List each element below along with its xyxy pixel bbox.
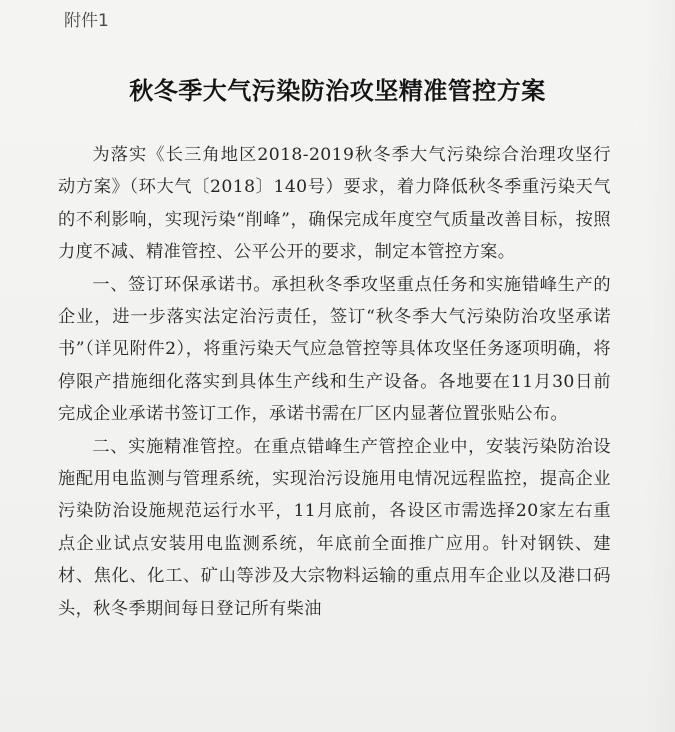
section-one-text: 承担秋冬季攻坚重点任务和实施错峰生产的企业，进一步落实法定治污责任，签订“秋冬季大气污染防治攻坚承诺书”（详见附件2），将重污染天气应急管控等具体攻坚任务逐项明确，将停限产措施细化落实到具体生产线和生产设备。各地要在11月30日前完成企业承诺书签订工作，承诺书需在厂区内显著位置张贴公布。 bbox=[58, 274, 611, 425]
section-two-paragraph bbox=[58, 431, 611, 625]
section-two-heading: 二、实施精准管控。 bbox=[92, 436, 254, 457]
section-one-paragraph bbox=[58, 269, 611, 431]
document-body bbox=[58, 139, 611, 625]
attachment-label: 附件1 bbox=[64, 11, 109, 31]
page-edge-shadow bbox=[645, 0, 675, 732]
intro-text: 为落实《长三角地区2018-2019秋冬季大气污染综合治理攻坚行动方案》（环大气〔2018〕140号）要求，着力降低秋冬季重污染天气的不利影响，实现污染“削峰”，确保完成年度空气质量改善目标，按照力度不减、精准管控、公平公开的要求，制定本管控方案。 bbox=[58, 145, 611, 263]
intro-paragraph bbox=[58, 139, 611, 269]
document-title: 秋冬季大气污染防治攻坚精准管控方案 bbox=[129, 77, 546, 105]
section-two-text: 在重点错峰生产管控企业中，安装污染防治设施配用电监测与管理系统，实现治污设施用电情况远程监控，提高企业污染防治设施规范运行水平，11月底前，各设区市需选择20家左右重点企业试点安装用电监测系统，年底前全面推广应用。针对钢铁、建材、焦化、化工、矿山等涉及大宗物料运输的重点用车企业以及港口码头，秋冬季期间每日登记所有柴油 bbox=[58, 436, 611, 619]
section-one-heading: 一、签订环保承诺书。 bbox=[92, 274, 272, 295]
